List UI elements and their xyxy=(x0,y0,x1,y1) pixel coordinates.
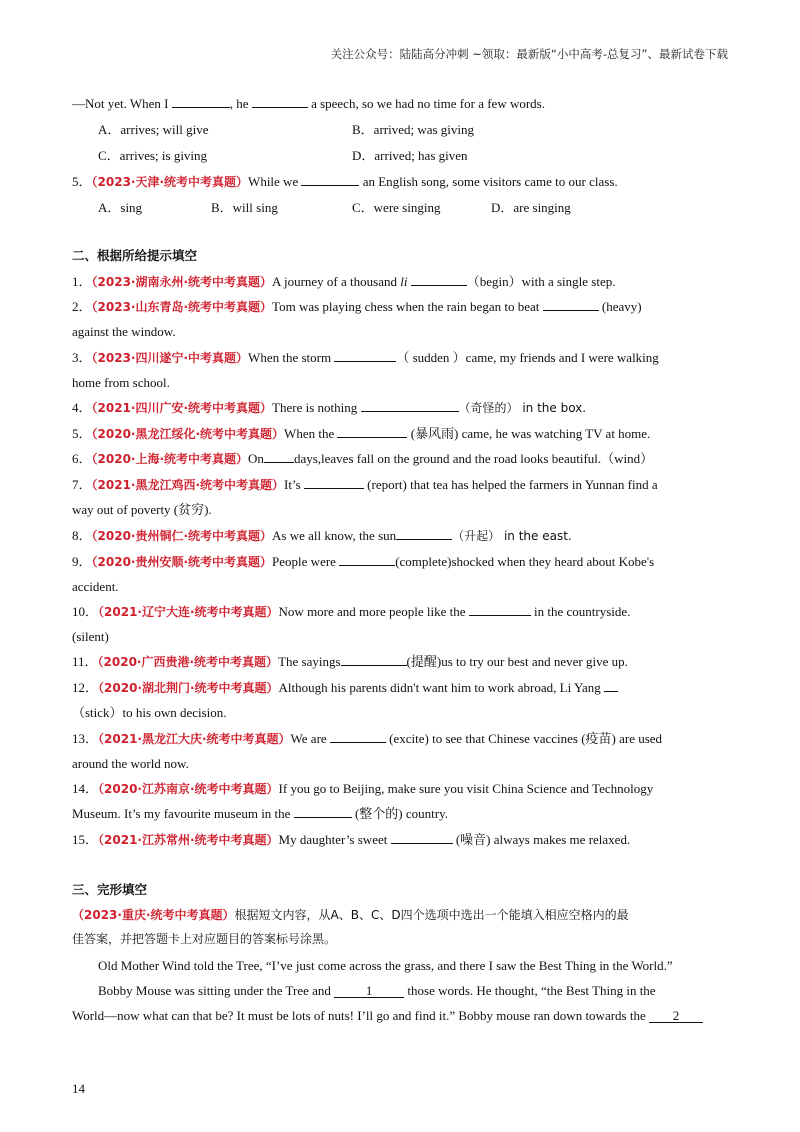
item-text: A journey of a thousand xyxy=(272,274,401,289)
item-text: My daughter’s sweet xyxy=(278,832,391,847)
s2-item-3 xyxy=(72,349,659,367)
item-text: (heavy) xyxy=(598,299,642,314)
item-text: Museum. It’s my favourite museum in the xyxy=(72,806,294,821)
q5-number: 5． xyxy=(72,174,92,189)
item-text: We are xyxy=(290,731,330,746)
item-text: If you go to Beijing, make sure you visit China Science and Technology xyxy=(278,781,654,796)
item-text: (excite) to see that Chinese vaccines (疫苗) are used xyxy=(385,731,663,746)
q5-option-a[interactable]: A．sing xyxy=(98,200,143,215)
passage-line-2 xyxy=(98,982,656,999)
answer-blank[interactable] xyxy=(391,831,453,844)
s2-item-6 xyxy=(72,450,653,468)
item-number: 1． xyxy=(72,274,92,289)
q4-blank-2[interactable] xyxy=(252,95,308,108)
item-text: (暴风雨) came, he was watching TV at home. xyxy=(407,426,651,441)
item-text: (report) that tea has helped the farmers in Yunnan find a xyxy=(363,477,658,492)
item-number: 15． xyxy=(72,832,99,847)
item-source: （2023·湖南永州·统考中考真题） xyxy=(91,275,273,289)
s2-item-10 xyxy=(72,603,630,621)
item-text: (complete)shocked when they heard about Kobe's xyxy=(395,554,655,569)
s2-item-12 xyxy=(72,679,618,697)
answer-blank[interactable] xyxy=(469,603,531,616)
q5-option-c[interactable]: C．were singing xyxy=(352,200,441,215)
answer-blank[interactable] xyxy=(339,553,395,566)
page-number: 14 xyxy=(72,1081,85,1096)
s2-item-13-cont: around the world now. xyxy=(72,756,189,771)
item-number: 12． xyxy=(72,680,99,695)
item-source: （2021·黑龙江大庆·统考中考真题） xyxy=(98,732,291,746)
s2-item-7 xyxy=(72,476,658,494)
section-3-title: 三、完形填空 xyxy=(72,882,148,897)
item-text: When the storm xyxy=(248,350,335,365)
s3-source: （2023·重庆·统考中考真题） xyxy=(72,908,235,922)
q4-stem xyxy=(72,95,545,112)
item-text: On xyxy=(248,451,264,466)
item-source: （2021·四川广安·统考中考真题） xyxy=(91,401,273,415)
item-text: When the xyxy=(284,426,338,441)
item-text: Now more and more people like the xyxy=(278,604,469,619)
item-text: As we all know, the sun xyxy=(272,528,397,543)
answer-blank[interactable] xyxy=(543,298,599,311)
answer-blank[interactable] xyxy=(604,679,618,692)
item-source: （2021·江苏常州·统考中考真题） xyxy=(98,833,279,847)
item-text: Although his parents didn't want him to work abroad, Li Yang xyxy=(278,680,605,695)
s2-item-4 xyxy=(72,399,586,417)
q4-option-a[interactable]: A．arrives; will give xyxy=(98,122,209,137)
s2-item-12-cont: （stick）to his own decision. xyxy=(72,705,227,720)
answer-blank[interactable] xyxy=(264,450,294,463)
passage-line-1: Old Mother Wind told the Tree, “I’ve just come across the grass, and there I saw the Best Thing in the World.” xyxy=(98,958,673,973)
passage-text: Bobby Mouse was sitting under the Tree and xyxy=(98,983,335,998)
item-number: 10． xyxy=(72,604,99,619)
item-text: The sayings xyxy=(278,654,341,669)
s3-instruction xyxy=(72,906,629,924)
answer-blank[interactable] xyxy=(330,730,386,743)
q4-stem-b: , he xyxy=(229,96,252,111)
item-text: (噪音) always makes me relaxed. xyxy=(452,832,631,847)
s2-item-13 xyxy=(72,730,662,748)
s2-item-9 xyxy=(72,553,654,571)
item-source: （2023·山东青岛·统考中考真题） xyxy=(91,300,273,314)
answer-blank[interactable] xyxy=(337,425,407,438)
item-source: （2020·贵州铜仁·统考中考真题） xyxy=(91,529,273,543)
section-2-title: 二、根据所给提示填空 xyxy=(72,248,198,263)
item-text: （ sudden ）came, my friends and I were walking xyxy=(396,350,659,365)
passage-text: those words. He thought, “the Best Thing in the xyxy=(404,983,656,998)
item-text: Tom was playing chess when the rain began to beat xyxy=(272,299,543,314)
item-text: People were xyxy=(272,554,340,569)
item-source: （2020·贵州安顺·统考中考真题） xyxy=(91,555,273,569)
item-source: （2020·黑龙江绥化·统考中考真题） xyxy=(91,427,285,441)
passage-line-3 xyxy=(72,1007,703,1024)
passage-text: World—now what can that be? It must be lots of nuts! I’ll go and find it.” Bobby mouse ran down towards the xyxy=(72,1008,649,1023)
item-number: 8． xyxy=(72,528,92,543)
s2-item-11 xyxy=(72,653,628,671)
s3-instruction-cont: 佳答案，并把答题卡上对应题目的答案标号涂黑。 xyxy=(72,932,337,946)
item-number: 9． xyxy=(72,554,92,569)
item-source: （2020·广西贵港·统考中考真题） xyxy=(97,655,279,669)
q4-stem-a: —Not yet. When I xyxy=(72,96,172,111)
q5-stem xyxy=(72,173,618,191)
page-header: 关注公众号：陆陆高分冲刺 ~领取：最新版“小中高考-总复习”、最新试卷下载 xyxy=(330,47,728,61)
item-text: （奇怪的） in the box. xyxy=(458,401,587,415)
cloze-blank-1[interactable]: 1 xyxy=(334,985,404,998)
q4-option-b[interactable]: B．arrived; was giving xyxy=(352,122,475,137)
item-source: （2023·四川遂宁·中考真题） xyxy=(91,351,249,365)
answer-blank[interactable] xyxy=(304,476,364,489)
item-source: （2021·黑龙江鸡西·统考中考真题） xyxy=(91,478,285,492)
q5-source: （2023·天津·统考中考真题） xyxy=(91,175,249,189)
item-source: （2020·上海·统考中考真题） xyxy=(91,452,249,466)
s2-item-8 xyxy=(72,527,572,545)
q5-stem-a: While we xyxy=(248,174,302,189)
answer-blank[interactable] xyxy=(411,273,467,286)
s2-item-3-cont: home from school. xyxy=(72,375,170,390)
q5-stem-b: an English song, some visitors came to our class. xyxy=(359,174,618,189)
q4-option-d[interactable]: D．arrived; has given xyxy=(352,148,468,163)
s2-item-2 xyxy=(72,298,642,316)
item-source: （2020·湖北荆门·统考中考真题） xyxy=(98,681,279,695)
item-number: 14． xyxy=(72,781,99,796)
answer-blank[interactable] xyxy=(396,527,452,540)
s2-item-14-cont xyxy=(72,805,448,822)
item-number: 5． xyxy=(72,426,92,441)
item-number: 3． xyxy=(72,350,92,365)
item-number: 4． xyxy=(72,400,92,415)
answer-blank[interactable] xyxy=(361,399,459,412)
item-text: There is nothing xyxy=(272,400,361,415)
item-source: （2021·辽宁大连·统考中考真题） xyxy=(98,605,279,619)
item-text: It’s xyxy=(284,477,304,492)
item-text: in the countryside. xyxy=(530,604,631,619)
answer-blank[interactable] xyxy=(294,805,352,818)
q4-option-c[interactable]: C．arrives; is giving xyxy=(98,148,208,163)
item-source: （2020·江苏南京·统考中考真题） xyxy=(98,782,279,796)
cloze-blank-2[interactable]: 2 xyxy=(649,1010,703,1023)
item-number: 13． xyxy=(72,731,99,746)
item-number: 6． xyxy=(72,451,92,466)
item-text: （begin）with a single step. xyxy=(466,274,616,289)
item-number: 7． xyxy=(72,477,92,492)
item-text: (整个的) country. xyxy=(351,806,448,821)
answer-blank[interactable] xyxy=(334,349,396,362)
item-text: （升起） in the east. xyxy=(452,529,572,543)
s2-item-7-cont: way out of poverty (贫穷). xyxy=(72,502,212,517)
q4-blank-1[interactable] xyxy=(172,95,230,108)
q5-option-d[interactable]: D．are singing xyxy=(491,200,571,215)
item-text: (提醒)us to try our best and never give up. xyxy=(406,654,628,669)
s2-item-1 xyxy=(72,273,615,291)
s2-item-2-cont: against the window. xyxy=(72,324,176,339)
item-text: days,leaves fall on the ground and the road looks beautiful.（wind） xyxy=(293,451,654,466)
s2-item-15 xyxy=(72,831,630,849)
s3-instruction-text: 根据短文内容，从A、B、C、D四个选项中选出一个能填入相应空格内的最 xyxy=(234,908,629,922)
q5-option-b[interactable]: B．will sing xyxy=(211,200,278,215)
q4-stem-c: a speech, so we had no time for a few words. xyxy=(307,96,545,111)
s2-item-14 xyxy=(72,780,653,798)
item-number: 2． xyxy=(72,299,92,314)
q5-blank[interactable] xyxy=(301,173,359,186)
s2-item-9-cont: accident. xyxy=(72,579,119,594)
s2-item-5 xyxy=(72,425,650,443)
item-italic-word: li xyxy=(400,274,408,289)
answer-blank[interactable] xyxy=(341,653,407,666)
s2-item-10-cont: (silent) xyxy=(72,629,109,644)
item-number: 11． xyxy=(72,654,98,669)
